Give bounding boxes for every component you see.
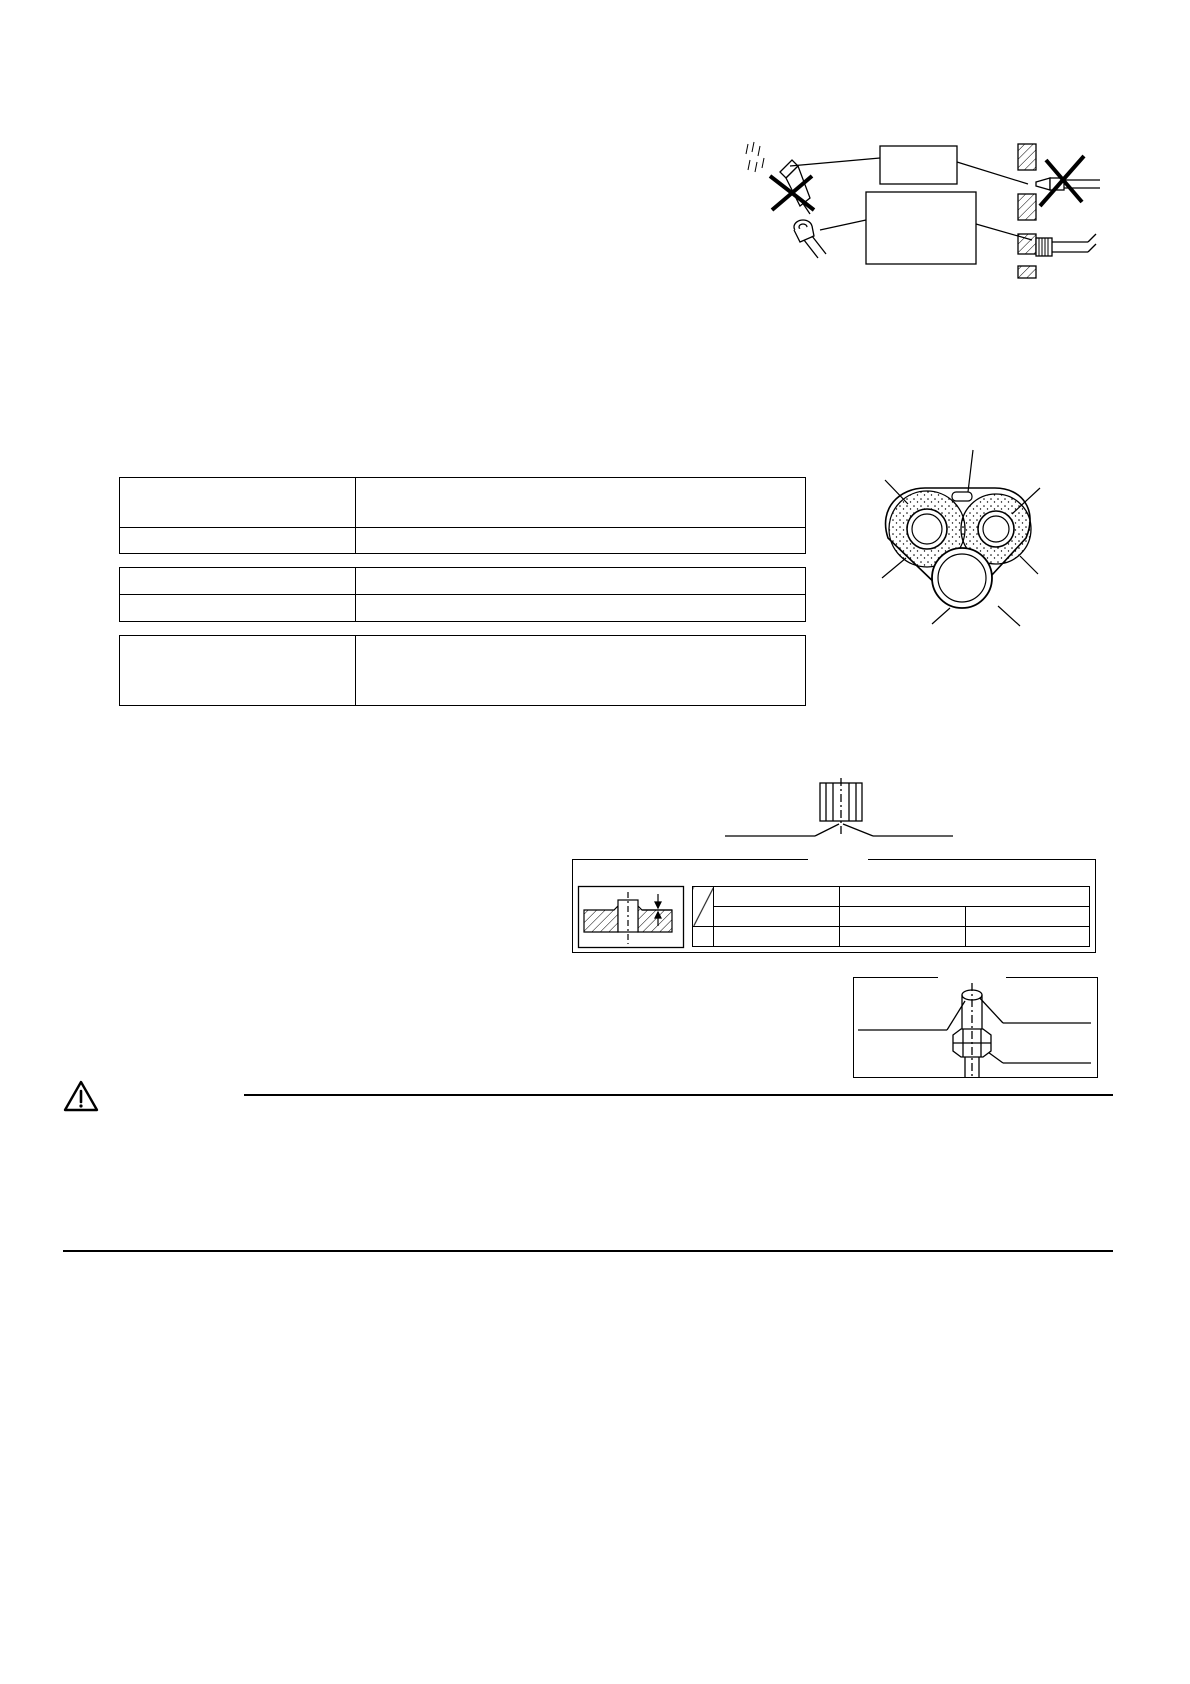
table-row [693,907,1090,927]
flare-dimension-table [692,886,1090,947]
callout-box-top [880,146,957,184]
table-cell [120,478,356,528]
callout-box-bottom [866,192,976,264]
table-cell [120,636,356,706]
pipe-left [907,509,947,549]
pipe-end-capped [794,220,826,258]
figure-flare-rain-wall [740,140,1110,280]
table-cell [966,907,1090,927]
spec-table-3 [119,635,806,706]
table-cell [840,887,1090,907]
warning-triangle-icon [63,1080,99,1112]
flare-cross-section [578,886,684,948]
table-cell [714,887,840,907]
table-cell [840,907,966,927]
table-row [120,636,806,706]
table-cell [693,927,714,947]
rain-icon [746,142,764,172]
section-divider [63,1250,1113,1252]
table-row [120,478,806,528]
spec-table-2 [119,567,806,622]
table-cell [356,478,806,528]
table-corner-diagonal [693,887,714,927]
wire [952,492,972,501]
table-cell [356,595,806,622]
spec-table-1 [119,477,806,554]
table-cell [120,595,356,622]
table-cell [714,907,840,927]
wall-pipe-capped [1036,234,1096,256]
table-row [120,595,806,622]
table-row [120,568,806,595]
table-row [693,887,1090,907]
wall-section [1018,144,1036,278]
figure-flare-pipe [725,778,965,848]
table-row [693,927,1090,947]
table-cell [840,927,966,947]
table-cell [356,636,806,706]
table-cell [120,528,356,554]
caution-rule [244,1094,1113,1096]
table-cell [356,528,806,554]
table-cell [966,927,1090,947]
table-row [120,528,806,554]
table-cell [120,568,356,595]
figure-flare-nut [853,977,1098,1078]
drain-hose [932,548,992,608]
table-cell [714,927,840,947]
figure-pipe-bundle [870,448,1050,628]
table-cell [356,568,806,595]
